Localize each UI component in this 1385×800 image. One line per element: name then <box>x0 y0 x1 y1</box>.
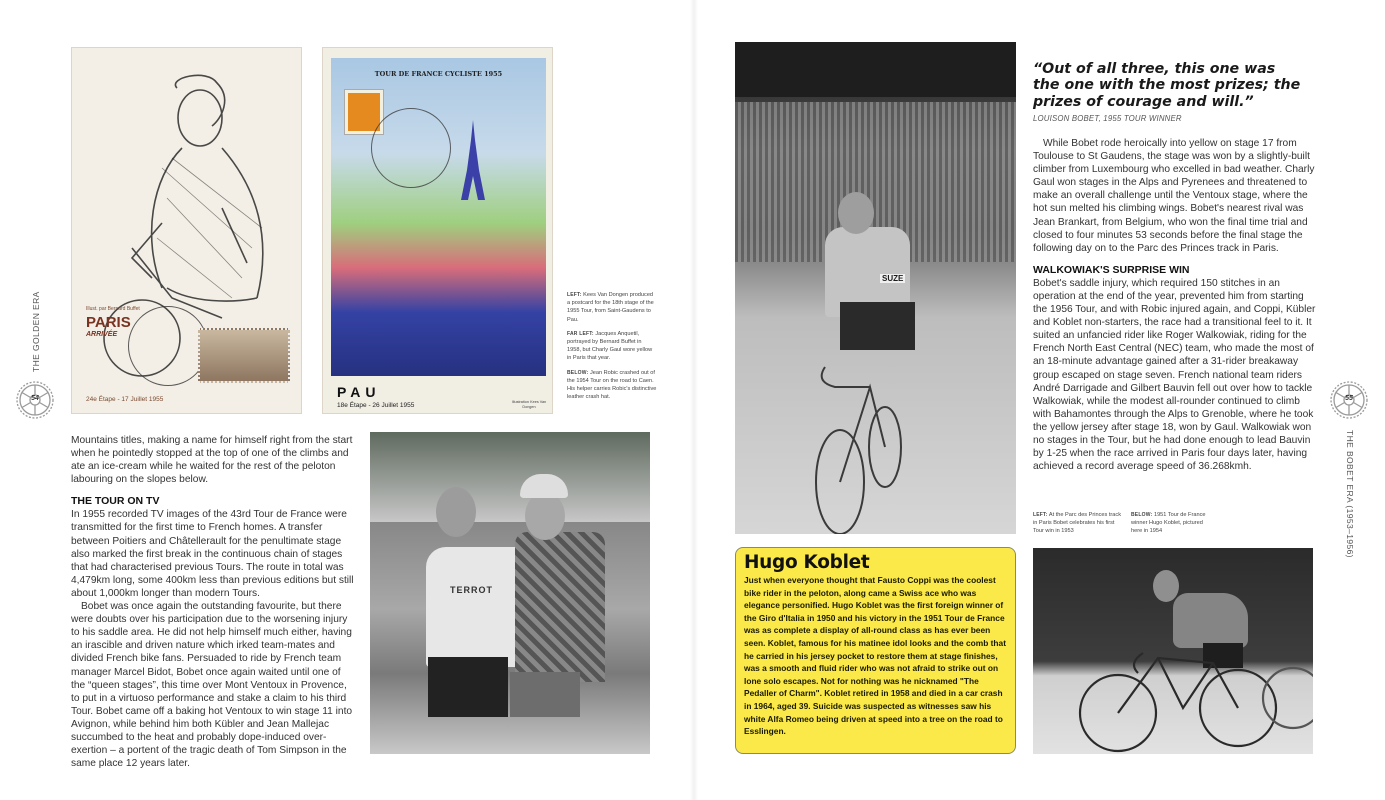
pull-quote <box>1033 61 1303 123</box>
postcard-stage-line: 24e Étape - 17 Juillet 1955 <box>86 396 164 403</box>
caption-left-bobet: LEFT: At the Parc des Princes track in Paris Bobet celebrates his first Tour win in 1953 <box>1033 512 1121 535</box>
robic-crash-photo <box>370 432 650 754</box>
body-paragraph: In 1955 recorded TV images of the 43rd Tour de France were transmitted for the first time to French homes. A transfer between Poitiers and Châtellerault for the penultimate stage also marked the first break in the continuous chain of stages that had characterised previous Tours. The route in total was 4,479km long, some 400km less than previous editions but still about 1,000km longer than modern Tours. <box>71 509 354 599</box>
body-paragraph: While Bobet rode heroically into yellow on stage 17 from Toulouse to St Gaudens, the stage was won by a slightly-built climber from Luxembourg who excelled in bad weather. Charly Gaul won stages in the Alps and Pyrenees and threatened to make an overall challenge until the Ventoux stage, where the hot sun melted his climbing wings. Bobet's nearest rival was Jean Brankart, from Belgium, who won the final time trial and closed to four minutes 53 seconds before the final stage the following day on to the Parc des Princes track in Paris. <box>1033 138 1315 254</box>
body-paragraph: Bobet's saddle injury, which required 150 stitches in an operation at the end of the year, prevented him from starting the 1956 Tour, and with Robic injured again, and Coppi, Kübler and Koblet non-starters, the race had a transitional feel to it. It suited an unfancied rider like Roger Walkowiak, riding for the French North East Central (NEC) team, who made the most of an 18-minute advantage gained after a 31-rider breakaway group escaped on stage seven. French national team riders André Darrigade and Gilbert Bauvin fell out over how to tackle Walkowiak, while the modest all-rounder continued to climb with Bahamontes through the Alps to Grenoble, where he took the yellow jersey after stage 18, won by Gaul. Walkowiak won no stages in the Tour, but he had done enough to lead Bauvin by 1-25 when the race arrived in Paris four days later, having achieved a record average speed of 36.268kmh. <box>1033 277 1316 473</box>
postcard-city-pau: PAU <box>337 384 381 400</box>
caption-below-koblet: BELOW: 1951 Tour de France winner Hugo Koblet, pictured here in 1954 <box>1131 512 1206 535</box>
postage-stamp <box>198 328 290 383</box>
pau-postcard <box>322 47 553 414</box>
postcard-stage-line: 18e Étape - 26 Juillet 1955 <box>337 402 415 409</box>
body-paragraph: Bobet was once again the outstanding favourite, but there were doubts over his participation due to the worsening injury to his saddle area. He did not help himself much either, having an irascible and driven nature which irked team-mates and divided French bike fans. Persuaded to ride by French team manager Marcel Bidot, Bobet once again waited until one of the “queen stages”, this time over Mont Ventoux in Provence, to put in a virtuoso performance and stake a claim to his third Tour. Bobet came off a baking hot Ventoux to win stage 11 into Avignon, while behind him both Kübler and Jean Mallejac succumbed to the heat and probably dope-induced over-exertion – a portent of the tragic death of Tom Simpson in the same place 12 years later. <box>71 601 353 770</box>
eiffel-tower-icon <box>461 120 485 200</box>
running-head-right: THE BOBET ERA (1953–1956) <box>1345 430 1355 558</box>
running-head-left: THE GOLDEN ERA <box>31 291 41 372</box>
postcard-city-paris: PARIS <box>86 314 131 331</box>
left-body-column <box>71 434 356 770</box>
section-heading-walkowiak: WALKOWIAK'S SURPRISE WIN <box>1033 263 1190 276</box>
bobet-parc-des-princes-photo <box>735 42 1016 534</box>
sidebar-text: Just when everyone thought that Fausto Coppi was the coolest bike rider in the peloton, along came a Swiss ace who was elegance personified. Hugo Koblet was the first foreign winner of the Giro d'Italia in 1950 and his victory in the 1951 Tour de France was as complete a display of all-round class as has ever been seen. Koblet, famous for his matinee idol looks and the comb that he carried in his jersey pocket to restore them at stage finishes, was a smooth and fluid rider who was not afraid to strike out on lone solo escapes. Not for nothing was he nicknamed "The Pedaller of Charm". Koblet retired in 1958 and died in a car crash in 1964, aged 39. Suicide was suspected as witnesses saw his white Alfa Romeo being driven at speed into a tree on the road to Esslingen. <box>744 575 1006 737</box>
jersey-sponsor-text: SUZE <box>882 274 904 283</box>
postcard-illustrator-line: Illust. par Bernard Buffet <box>86 306 140 312</box>
koblet-riding-photo <box>1033 548 1313 754</box>
postmark-stamp <box>128 306 208 386</box>
bicycle-icon <box>795 327 935 534</box>
postcard-arrival: ARRIVÉE <box>86 331 118 338</box>
hugo-koblet-sidebar <box>735 547 1016 754</box>
section-heading-tour-on-tv: THE TOUR ON TV <box>71 495 160 508</box>
sidebar-title: Hugo Koblet <box>744 552 870 573</box>
bicycle-icon <box>1073 633 1313 753</box>
artist-credit: Illustration Kees Van Dongen <box>511 400 547 409</box>
intro-paragraph: Mountains titles, making a name for himself right from the start when he pointedly stopped at the top of one of the climbs and ate an ice-cream while he waited for the rest of the peloton labouring on the slopes below. <box>71 435 353 486</box>
caption-left: LEFT: Kees Van Dongen produced a postcard for the 18th stage of the 1955 Tour, from Saint-Gaudens to Pau. <box>567 292 654 323</box>
quote-attribution: LOUISON BOBET, 1955 TOUR WINNER <box>1033 114 1182 124</box>
postmark-stamp <box>371 108 451 188</box>
left-caption-block <box>567 291 657 401</box>
page-number-right: 55 <box>1345 395 1353 402</box>
buffet-sketch-postcard <box>71 47 302 414</box>
quote-text: “Out of all three, this one was the one with the most prizes; the prizes of courage and will.” <box>1033 61 1301 110</box>
book-spine <box>690 0 698 800</box>
postcard-header: TOUR DE FRANCE CYCLISTE 1955 <box>374 70 503 78</box>
right-body-column <box>1033 137 1318 473</box>
page-number-left: 54 <box>31 395 39 402</box>
caption-far-left: FAR LEFT: Jacques Anquetil, portrayed by Bernard Buffet in 1958, but Charly Gaul wore yellow in Paris that year. <box>567 330 653 362</box>
jersey-sponsor-text: TERROT <box>450 585 493 595</box>
caption-below: BELOW: Jean Robic crashed out of the 1954 Tour on the road to Caen. His helper carries Robic's distinctive leather crash hat. <box>567 369 657 401</box>
